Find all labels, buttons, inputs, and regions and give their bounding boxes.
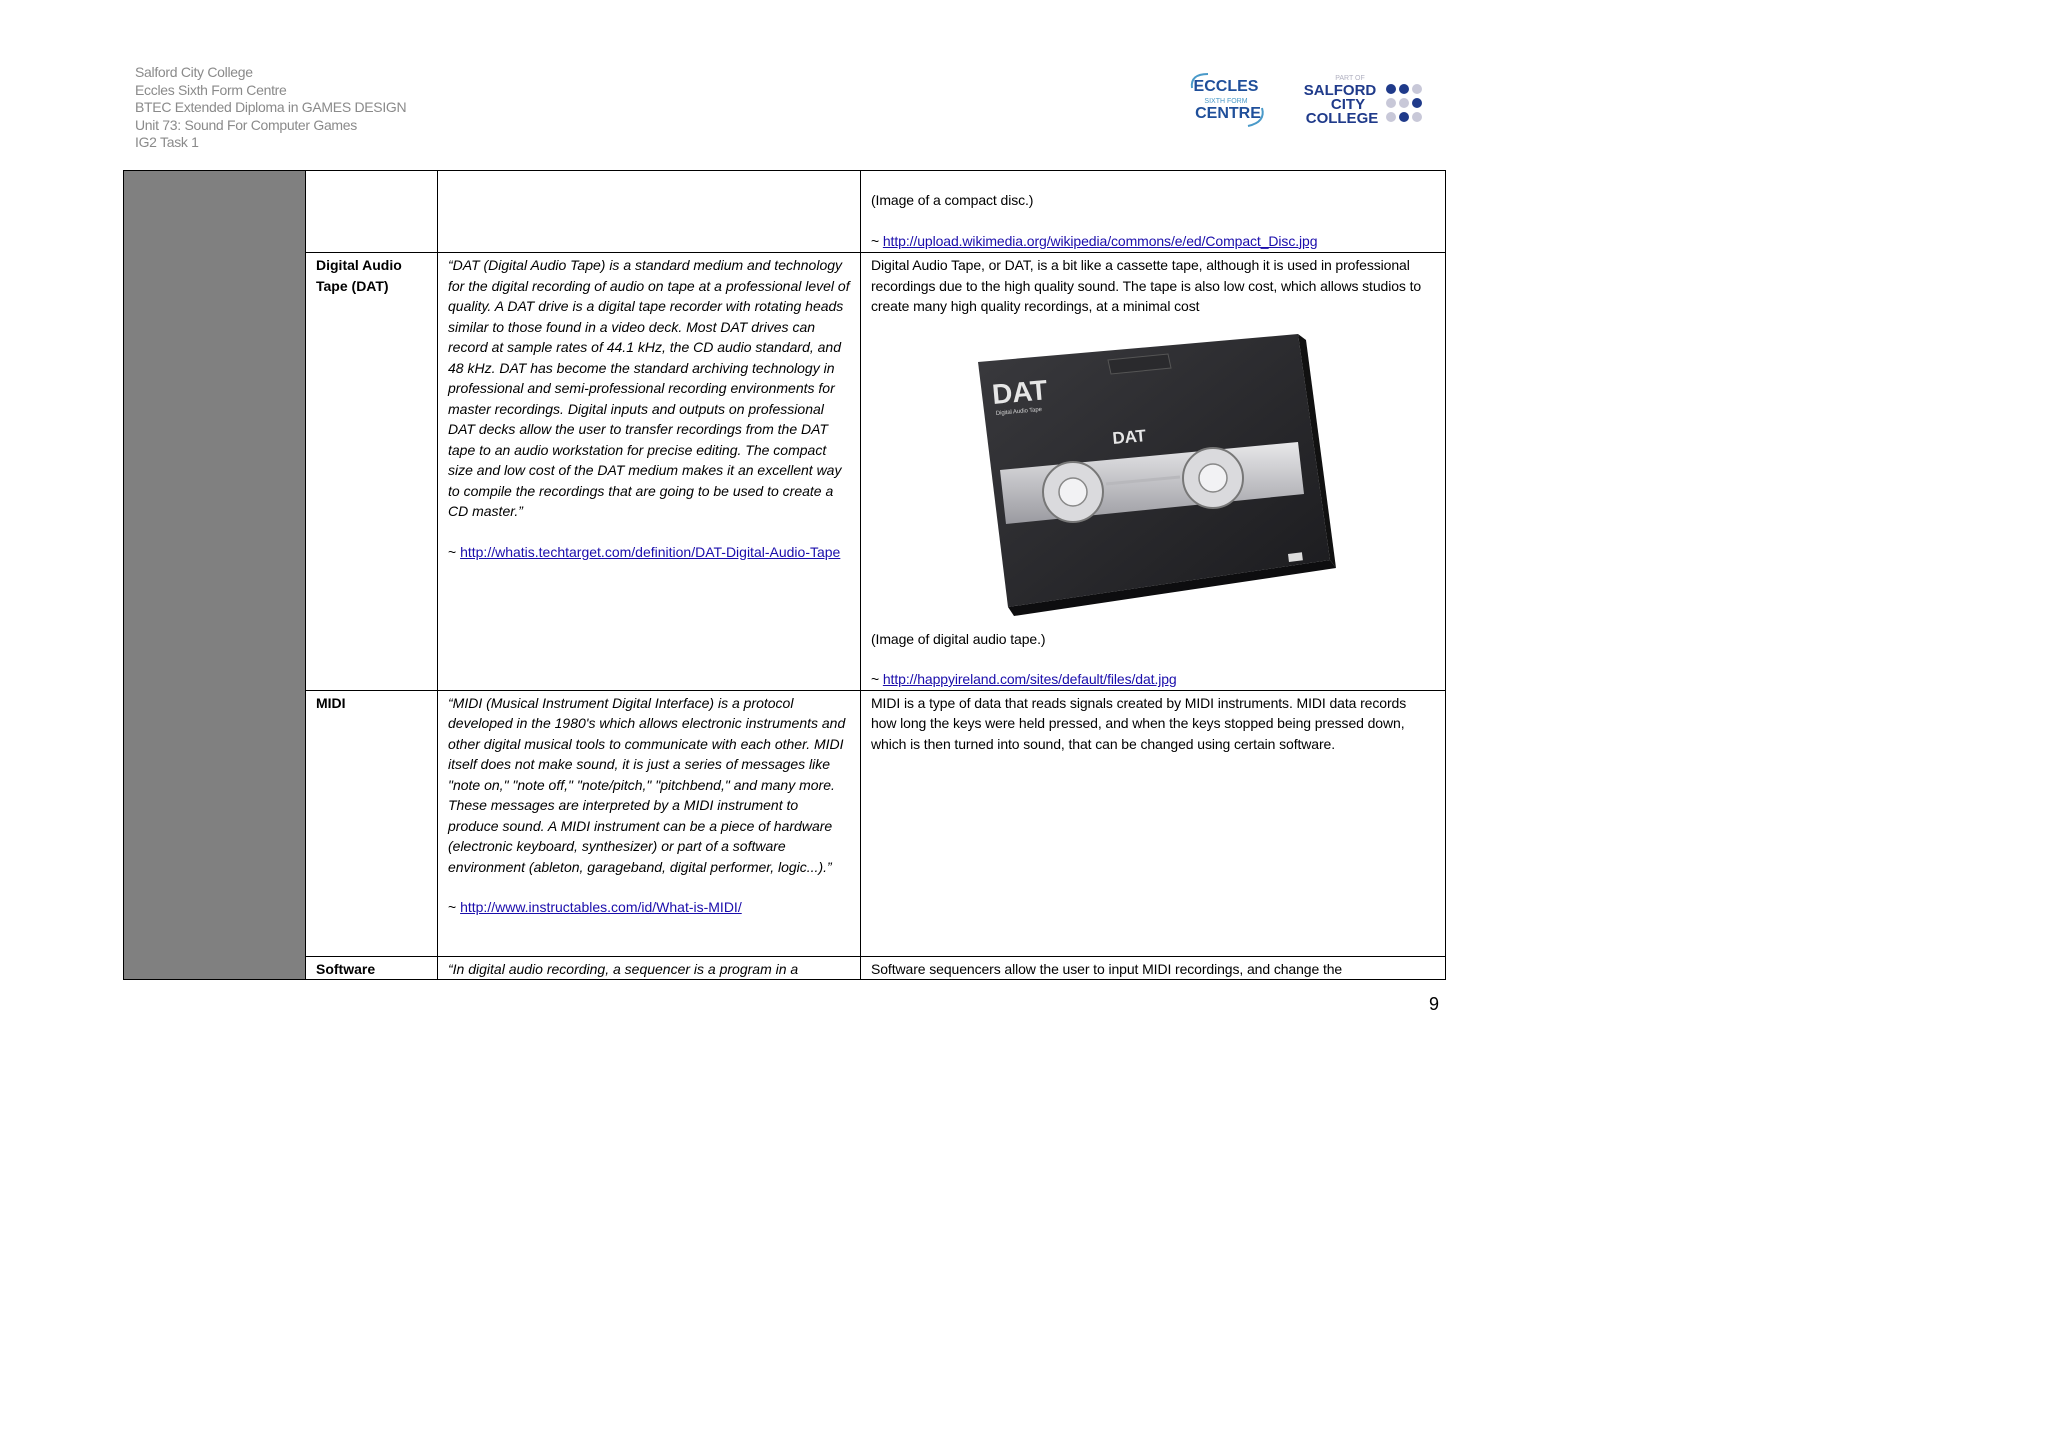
- dat-logo-center: DAT: [1111, 425, 1147, 448]
- salford-city-college-logo: [1298, 72, 1428, 130]
- table-row: [124, 956, 1446, 980]
- quote-dat-source: ~ http://whatis.techtarget.com/definition/DAT-Digital-Audio-Tape: [448, 543, 841, 560]
- dat-description-cell: [861, 253, 1446, 691]
- quote-cell-empty: [438, 171, 861, 253]
- eccles-logo-text-2: SIXTH FORM: [1204, 98, 1248, 105]
- table-row: [124, 253, 1446, 691]
- quote-midi-text: “MIDI (Musical Instrument Digital Interface) is a protocol developed in the 1980's which allows electronic instruments and other digital musical tools to communicate with each other. MIDI itself does not make sound, it is just a series of messages like "note on," "note off," "note/pitch," "pitchbend," and many more. These messages are interpreted by a MIDI instrument to produce sound. A MIDI instrument can be a piece of hardware (electronic keyboard, synthesizer) or part of a software environment (ableton, garageband, digital performer, logic...).”: [448, 694, 846, 875]
- cd-caption: (Image of a compact disc.): [871, 192, 1034, 208]
- page-number: 9: [1428, 994, 1439, 1014]
- header-course: BTEC Extended Diploma in GAMES DESIGN: [135, 99, 407, 115]
- table-row: [124, 690, 1446, 956]
- cd-source-link[interactable]: http://upload.wikimedia.org/wikipedia/commons/e/ed/Compact_Disc.jpg: [882, 232, 1318, 249]
- eccles-logo-text-1: ECCLES: [1193, 78, 1259, 95]
- salford-logo-text-2: CITY: [1330, 96, 1366, 113]
- dat-description: Digital Audio Tape, or DAT, is a bit like a cassette tape, although it is used in professional recordings due to the high quality sound. The tape is also low cost, which allows studios to create many high quality recordings, at a minimal cost: [871, 257, 1422, 314]
- dat-caption: (Image of digital audio tape.): [871, 630, 1046, 647]
- midi-definition-link[interactable]: http://www.instructables.com/id/What-is-MIDI/: [460, 899, 742, 915]
- term-software: Software: [306, 956, 438, 980]
- dat-logo-large: DAT: [990, 373, 1049, 410]
- cd-description-cell: [861, 171, 1446, 253]
- quote-midi-source: ~ http://www.instructables.com/id/What-is-MIDI/: [448, 899, 742, 915]
- cd-source: ~ http://upload.wikimedia.org/wikipedia/commons/e/ed/Compact_Disc.jpg: [871, 232, 1318, 249]
- midi-description: MIDI is a type of data that reads signals created by MIDI instruments. MIDI data records how long the keys were held pressed, and when the keys stopped being pressed down, which is then turned into sound, that can be changed using certain software.: [861, 690, 1446, 956]
- grey-category-cell: [124, 171, 306, 980]
- header-unit: Unit 73: Sound For Computer Games: [135, 116, 357, 133]
- term-midi: MIDI: [306, 690, 438, 956]
- quote-dat: [438, 253, 861, 691]
- logos: [1186, 70, 1426, 132]
- term-dat: Digital Audio Tape (DAT): [306, 253, 438, 691]
- dat-cassette-picture: [958, 332, 1348, 622]
- quote-software: “In digital audio recording, a sequencer is a program in a: [438, 956, 861, 980]
- dat-source: ~ http://happyireland.com/sites/default/files/dat.jpg: [871, 671, 1177, 687]
- document-header: [135, 64, 406, 152]
- salford-logo-text-1: SALFORD: [1303, 82, 1377, 99]
- glossary-table: [123, 170, 1446, 980]
- eccles-logo: [1186, 70, 1268, 132]
- table-row: [124, 171, 1446, 253]
- salford-logo-text-0: PART OF: [1335, 75, 1365, 82]
- term-cell-empty: [306, 171, 438, 253]
- eccles-logo-text-3: CENTRE: [1195, 105, 1261, 122]
- dat-tape-image: [871, 327, 1435, 627]
- salford-logo-text-3: COLLEGE: [1305, 110, 1379, 127]
- header-centre: Eccles Sixth Form Centre: [135, 81, 287, 98]
- quote-dat-text: “DAT (Digital Audio Tape) is a standard medium and technology for the digital recording of audio on tape at a professional level of quality. A DAT drive is a digital tape recorder with rotating heads similar to those found in a video deck. Most DAT drives can record at sample rates of 44.1 kHz, the CD audio standard, and 48 kHz. DAT has become the standard archiving technology in professional and semi-professional recording environments for master recordings. Digital inputs and outputs on professional DAT decks allow the user to transfer recordings from the DAT tape to an audio workstation for precise editing. The compact size and low cost of the DAT medium makes it an excellent way to compile the recordings that are going to be used to create a CD master.”: [448, 257, 850, 519]
- header-task: IG2 Task 1: [135, 134, 199, 150]
- software-description: Software sequencers allow the user to input MIDI recordings, and change the: [861, 956, 1446, 980]
- quote-midi: [438, 690, 861, 956]
- header-college: Salford City College: [135, 64, 253, 80]
- dat-image-source-link[interactable]: http://happyireland.com/sites/default/files/dat.jpg: [882, 671, 1177, 687]
- dat-definition-link[interactable]: http://whatis.techtarget.com/definition/DAT-Digital-Audio-Tape: [460, 543, 841, 560]
- dat-logo-small: Digital Audio Tape: [995, 406, 1043, 417]
